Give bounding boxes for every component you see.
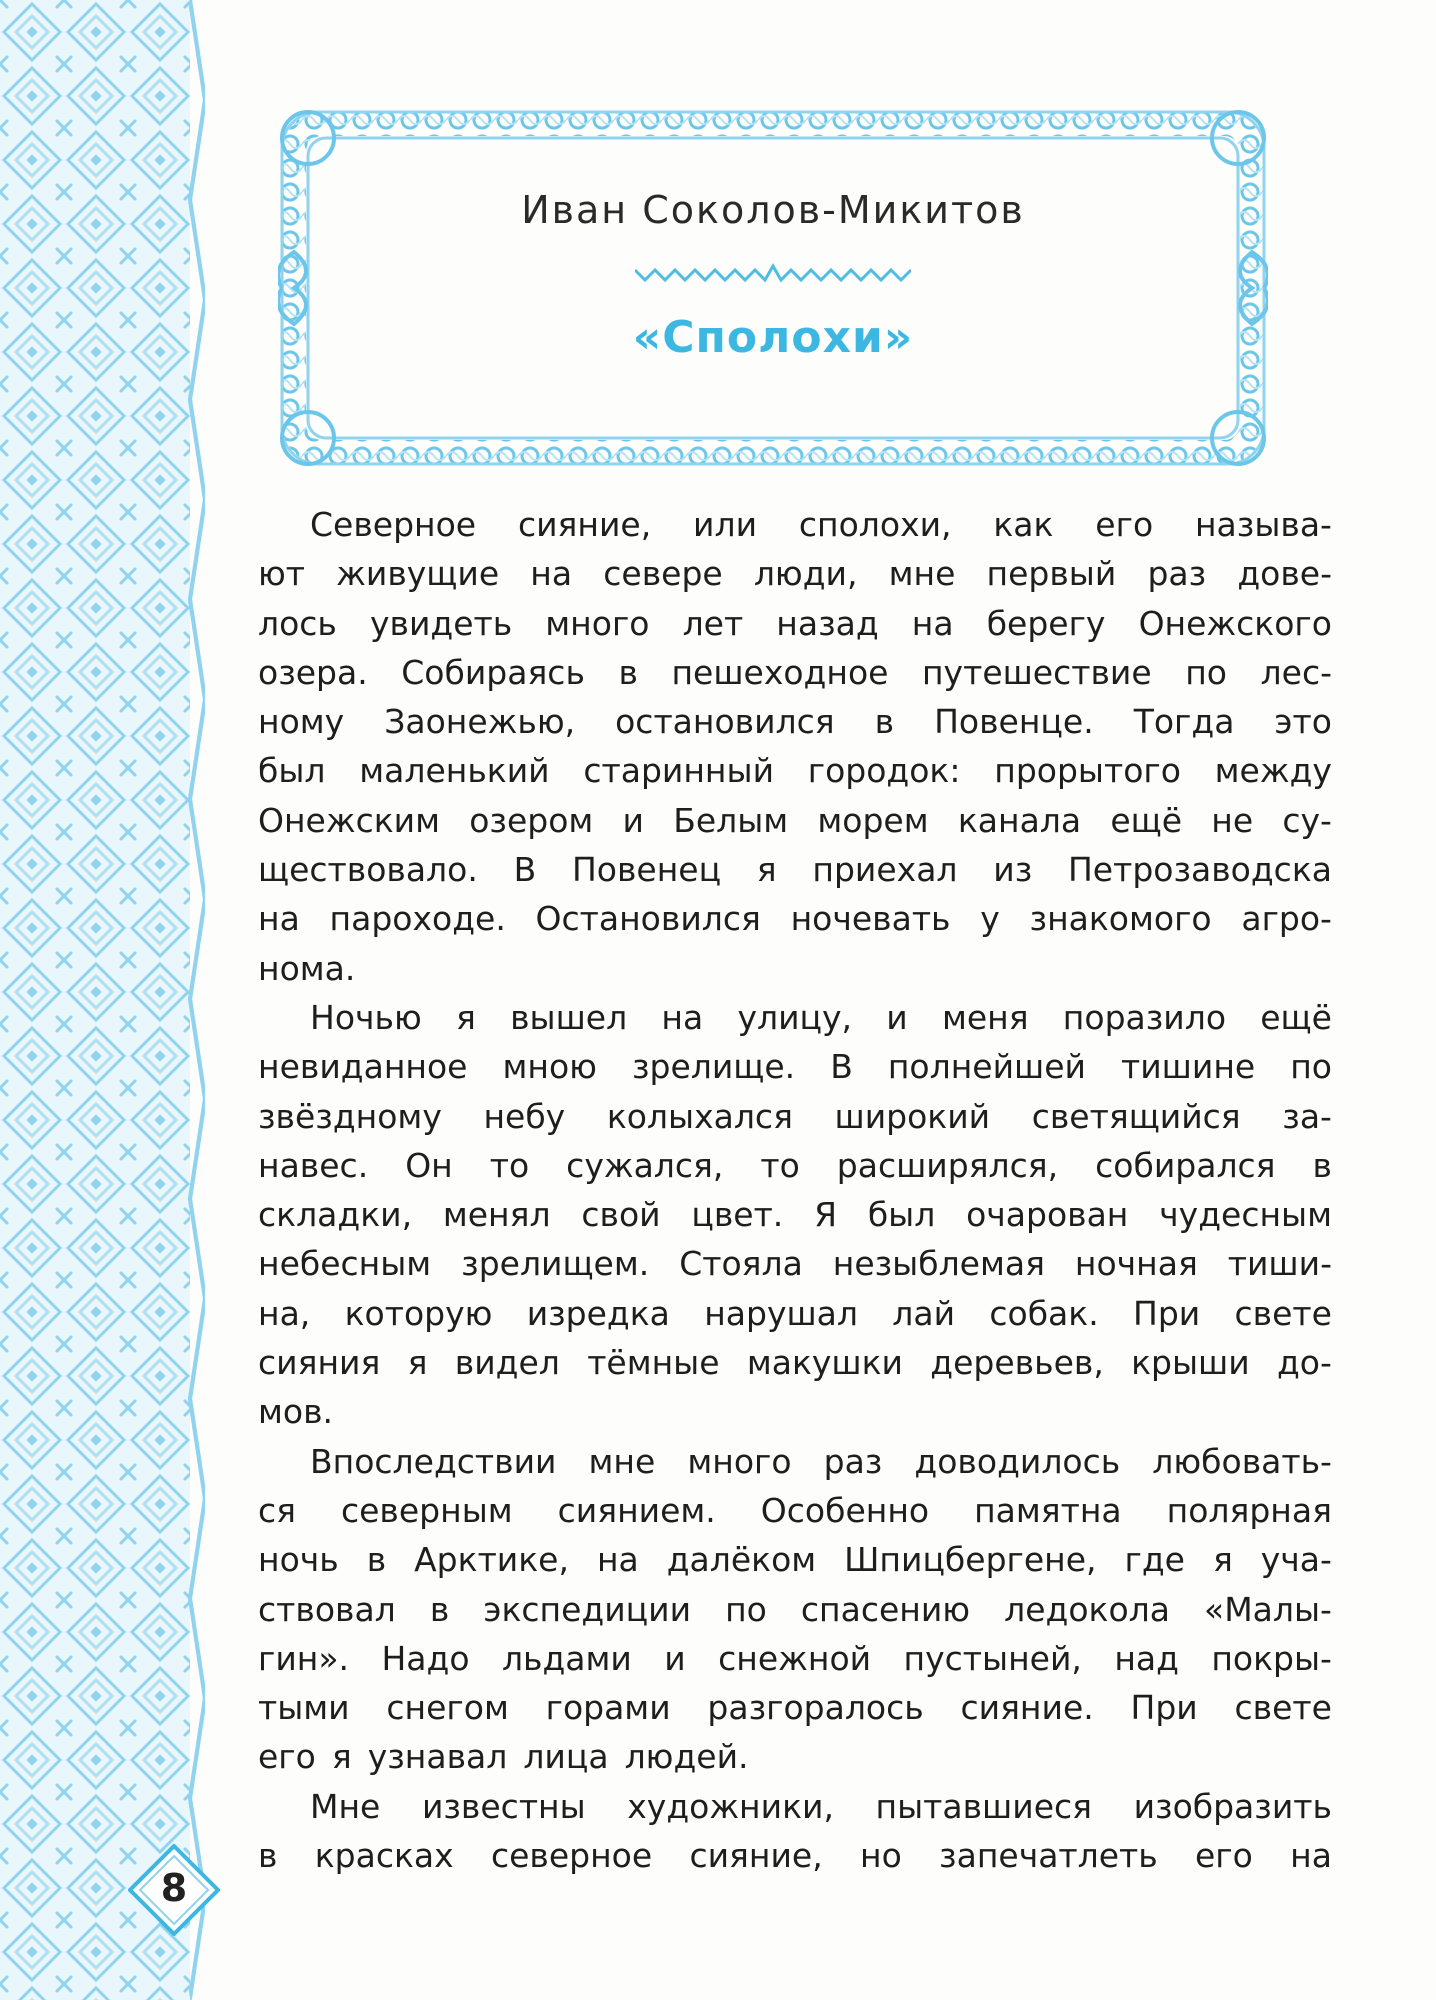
text-line (258, 1239, 1332, 1288)
word: ночь (258, 1540, 339, 1580)
word: был (867, 1195, 936, 1235)
word: но (860, 1836, 902, 1876)
word: я (407, 1343, 428, 1383)
word: Особенно (760, 1490, 930, 1530)
text-line (258, 1190, 1332, 1239)
word: над (1114, 1638, 1179, 1678)
word: свете (1234, 1293, 1332, 1333)
word: деревьев, (930, 1343, 1104, 1383)
word: Онежского (1138, 603, 1332, 643)
word: это (1274, 702, 1332, 742)
word: живущие (336, 554, 500, 594)
text-line (258, 1683, 1332, 1732)
word: художники, (627, 1786, 834, 1826)
word: Он (405, 1145, 453, 1185)
text-line (258, 1585, 1332, 1634)
word: цвет. (691, 1195, 784, 1235)
story-title: «Сполохи» (632, 312, 914, 363)
word: сиянием. (557, 1490, 716, 1530)
text-line (258, 1486, 1332, 1535)
word: Заонежью, (384, 702, 576, 742)
word: незыблемая (832, 1244, 1045, 1284)
word: колыхался (606, 1096, 793, 1136)
word: очарован (966, 1195, 1129, 1235)
word: до- (1276, 1343, 1332, 1383)
word: прорытого (994, 751, 1181, 791)
word: тёмные (587, 1343, 720, 1383)
word: я (756, 850, 777, 890)
word: светящийся (1031, 1096, 1241, 1136)
word: приехал (812, 850, 958, 890)
word: доводилось (914, 1441, 1121, 1481)
word: я (331, 1737, 352, 1777)
word: много (687, 1441, 792, 1481)
word: на (258, 899, 300, 939)
word: мне (888, 554, 956, 594)
word: изобразить (1133, 1786, 1332, 1826)
word: маленький (359, 751, 550, 791)
word: сияние, (689, 1836, 823, 1876)
word: гин». (258, 1638, 350, 1678)
word: пустыней, (903, 1638, 1082, 1678)
word: старинный (583, 751, 775, 791)
text-line (258, 796, 1332, 845)
word: собак. (989, 1293, 1099, 1333)
author-name: Иван Соколов-Микитов (521, 188, 1025, 232)
word: Стояла (679, 1244, 803, 1284)
word: путешествие (921, 652, 1152, 692)
text-line (258, 1634, 1332, 1683)
text-line (258, 1387, 1332, 1436)
word: как (993, 505, 1054, 544)
word: я (1212, 1540, 1233, 1580)
word: ют (258, 554, 306, 594)
word: ся (258, 1490, 296, 1530)
word: известны (421, 1786, 586, 1826)
word: невиданное (258, 1047, 468, 1087)
word: Белым (673, 800, 789, 840)
word: знакомого (1029, 899, 1212, 939)
text-line (258, 500, 1332, 549)
text-line (258, 1042, 1332, 1091)
word: раз (823, 1441, 883, 1481)
word: мне (588, 1441, 656, 1481)
word: озером (469, 800, 594, 840)
word: полярная (1166, 1490, 1332, 1530)
word: ществовало. (258, 850, 478, 890)
word: изредка (526, 1293, 670, 1333)
story-body (258, 500, 1332, 1880)
word: видел (454, 1343, 560, 1383)
word: из (993, 850, 1033, 890)
word: Мне (310, 1786, 381, 1826)
word: северным (340, 1490, 513, 1530)
page-number: 8 (160, 1866, 188, 1910)
word: мов. (258, 1392, 334, 1432)
word: был (258, 751, 326, 791)
word: красках (314, 1836, 454, 1876)
word: сияния (258, 1343, 381, 1383)
word: В (830, 1047, 853, 1087)
word: которую (344, 1293, 493, 1333)
word: нома. (258, 948, 356, 988)
word: тыми (258, 1688, 350, 1728)
word: первый (986, 554, 1117, 594)
word: северное (490, 1836, 653, 1876)
word: его (258, 1737, 316, 1777)
word: Собираясь (401, 652, 585, 692)
word: сполохи, (798, 505, 952, 544)
word: зрелищем. (461, 1244, 650, 1284)
word: берегу (986, 603, 1106, 643)
word: севере (603, 554, 723, 594)
word: Повенце. (934, 702, 1094, 742)
word: свой (581, 1195, 661, 1235)
word: по (1185, 652, 1227, 692)
word: городок: (807, 751, 961, 791)
text-line (258, 1732, 1332, 1781)
word: и (622, 800, 644, 840)
word: дове- (1237, 554, 1332, 594)
word: пытавшиеся (875, 1786, 1092, 1826)
word: на (911, 603, 954, 643)
text-line (258, 746, 1332, 795)
word: лес- (1260, 652, 1332, 692)
word: лось (258, 603, 337, 643)
word: При (1133, 1293, 1201, 1333)
text-line (258, 1092, 1332, 1141)
text-line (258, 599, 1332, 648)
word: его (1195, 1836, 1253, 1876)
word: в (618, 652, 638, 692)
word: ещё (1260, 997, 1332, 1037)
word: много (545, 603, 650, 643)
word: складки, (258, 1195, 413, 1235)
text-line (258, 1782, 1332, 1831)
word: Петрозаводска (1067, 850, 1332, 890)
word: снежной (718, 1638, 872, 1678)
word: памятна (974, 1490, 1122, 1530)
word: морем (817, 800, 929, 840)
word: то (760, 1145, 800, 1185)
word: то (489, 1145, 530, 1185)
word: люди, (753, 554, 858, 594)
text-line (258, 894, 1332, 943)
word: людей. (624, 1737, 749, 1777)
word: на (530, 554, 573, 594)
word: льдами (501, 1638, 632, 1678)
word: ледокола (1004, 1589, 1170, 1629)
word: ному (258, 702, 345, 742)
word: канала (957, 800, 1082, 840)
side-ornament-pattern (0, 0, 205, 2000)
text-line (258, 1338, 1332, 1387)
word: узнавал (367, 1737, 508, 1777)
word: Надо (381, 1638, 470, 1678)
word: Тогда (1133, 702, 1235, 742)
word: тишине (1121, 1047, 1256, 1087)
word: «Малы- (1204, 1589, 1332, 1629)
word: озера. (258, 652, 368, 692)
word: спасению (800, 1589, 971, 1629)
word: небесным (258, 1244, 432, 1284)
word: вышел (510, 997, 628, 1037)
text-line (258, 1831, 1332, 1880)
word: менял (442, 1195, 551, 1235)
word: расширялся, (836, 1145, 1059, 1185)
word: Я (814, 1195, 838, 1235)
header-ornament-frame (278, 108, 1268, 468)
text-line (258, 697, 1332, 746)
word: сияние. (960, 1688, 1094, 1728)
word: небу (483, 1096, 566, 1136)
word: поразило (1062, 997, 1227, 1037)
word: горами (545, 1688, 671, 1728)
word: остановился (615, 702, 835, 742)
word: пешеходное (671, 652, 889, 692)
word: я (455, 997, 476, 1037)
text-line (258, 845, 1332, 894)
word: крыши (1131, 1343, 1250, 1383)
word: разгоралось (707, 1688, 924, 1728)
word: чудесным (1159, 1195, 1332, 1235)
word: макушки (746, 1343, 903, 1383)
word: уча- (1260, 1540, 1332, 1580)
word: любовать- (1152, 1441, 1332, 1481)
word: и (886, 997, 908, 1037)
word: мною (502, 1047, 597, 1087)
word: свете (1234, 1688, 1332, 1728)
word: называ- (1194, 505, 1332, 544)
word: в (429, 1589, 450, 1629)
word: раз (1147, 554, 1207, 594)
word: где (1124, 1540, 1185, 1580)
word: ночная (1074, 1244, 1198, 1284)
text-line (258, 549, 1332, 598)
word: В (513, 850, 537, 890)
word: на (596, 1540, 639, 1580)
word: Арктике, (414, 1540, 569, 1580)
word: су- (1282, 800, 1332, 840)
word: лет (682, 603, 744, 643)
word: Онежским (258, 800, 440, 840)
word: Повенец (571, 850, 722, 890)
word: нарушал (704, 1293, 858, 1333)
word: Шпицбергене, (844, 1540, 1097, 1580)
word: Ночью (310, 997, 422, 1037)
word: лай (892, 1293, 956, 1333)
word: между (1214, 751, 1332, 791)
word: собирался (1095, 1145, 1276, 1185)
word: полнейшей (887, 1047, 1086, 1087)
word: улицу, (737, 997, 853, 1037)
word: агро- (1241, 899, 1332, 939)
word: запечатлеть (939, 1836, 1158, 1876)
word: его (1095, 505, 1154, 544)
text-line (258, 944, 1332, 993)
word: на, (258, 1293, 311, 1333)
word: сияние, (517, 505, 652, 544)
word: по (1290, 1047, 1332, 1087)
word: Северное (310, 505, 477, 544)
word: экспедиции (483, 1589, 692, 1629)
word: у (980, 899, 1000, 939)
word: назад (776, 603, 879, 643)
word: далёком (666, 1540, 817, 1580)
word: на (1290, 1836, 1332, 1876)
word: в (1312, 1145, 1332, 1185)
word: тиши- (1227, 1244, 1332, 1284)
text-line (258, 1437, 1332, 1486)
word: навес. (258, 1145, 369, 1185)
word: снегом (386, 1688, 509, 1728)
word: Остановился (535, 899, 761, 939)
word: Впоследствии (310, 1441, 557, 1481)
word: широкий (834, 1096, 991, 1136)
word: на (661, 997, 704, 1037)
word: не (1211, 800, 1254, 840)
word: При (1130, 1688, 1198, 1728)
word: по (725, 1589, 767, 1629)
word: лица (523, 1737, 609, 1777)
text-line (258, 1535, 1332, 1584)
word: ствовал (258, 1589, 396, 1629)
word: зрелище. (631, 1047, 796, 1087)
text-line (258, 1289, 1332, 1338)
word: в (366, 1540, 387, 1580)
word: и (664, 1638, 686, 1678)
word: в (258, 1836, 278, 1876)
text-line (258, 648, 1332, 697)
word: сужался, (566, 1145, 724, 1185)
word: звёздному (258, 1096, 442, 1136)
word: в (874, 702, 895, 742)
ornament-divider (635, 262, 911, 284)
text-line (258, 993, 1332, 1042)
word: покры- (1211, 1638, 1332, 1678)
word: за- (1282, 1096, 1332, 1136)
word: увидеть (369, 603, 513, 643)
word: пароходе. (329, 899, 506, 939)
word: ещё (1110, 800, 1183, 840)
word: меня (941, 997, 1029, 1037)
word: ночевать (790, 899, 951, 939)
text-line (258, 1141, 1332, 1190)
word: или (693, 505, 758, 544)
